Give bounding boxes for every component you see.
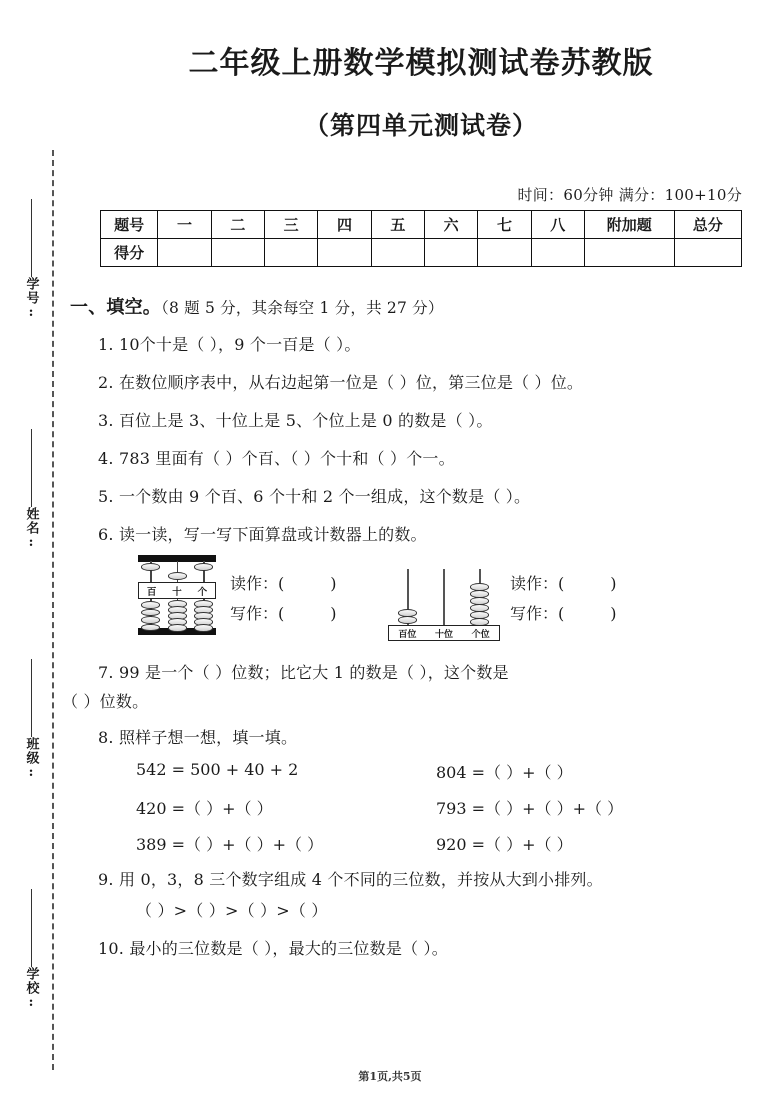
score-table-col-3: 三	[265, 211, 318, 239]
score-cell-2[interactable]	[211, 239, 264, 267]
question-7-line1: 7. 99 是一个（ ）位数；比它大 1 的数是（ ），这个数是	[98, 663, 509, 682]
counter-label-ones: 个位	[471, 629, 490, 640]
abacus-lower-bead	[194, 624, 213, 632]
close-paren: )	[330, 604, 337, 623]
margin-label-class: 班级:	[23, 737, 39, 781]
sealing-dashed-line	[52, 150, 54, 1070]
question-4: 4. 783 里面有（ ）个百、（ ）个十和（ ）个一。	[98, 449, 455, 468]
score-cell-8[interactable]	[531, 239, 584, 267]
score-table-row-label-number: 题号	[101, 211, 158, 239]
question-2: 2. 在数位顺序表中，从右边起第一位是（ ）位，第三位是（ ）位。	[98, 373, 584, 392]
equation-left: 420 =（ ）+（ ）	[136, 799, 273, 818]
counter-label-hundreds: 百位	[398, 629, 417, 640]
abacus-upper-bead-ones	[194, 563, 213, 571]
margin-field-name	[12, 425, 50, 555]
sealing-margin	[0, 0, 62, 1103]
equation-right: 804 =（ ）+（ ）	[436, 763, 573, 782]
section-note: （8 题 5 分，其余每空 1 分，共 27 分）	[161, 299, 444, 317]
score-table-col-4: 四	[318, 211, 371, 239]
question-8-text: 8. 照样子想一想，填一填。	[98, 728, 298, 747]
abacus-lower-bead	[168, 624, 187, 632]
score-cell-1[interactable]	[158, 239, 211, 267]
abacus	[138, 555, 216, 635]
counter-figure	[388, 561, 500, 641]
section-number: 一、	[70, 297, 107, 318]
read-label: 读作：(	[230, 574, 285, 593]
exam-info: 时间：60分钟 满分：100+10分	[517, 186, 742, 204]
question-6-text: 6. 读一读，写一写下面算盘或计数器上的数。	[98, 525, 427, 544]
equation-left: 389 =（ ）+（ ）+（ ）	[136, 835, 324, 854]
score-table-row-label-score: 得分	[101, 239, 158, 267]
counter-answer-lines	[510, 569, 617, 629]
counter-base	[388, 625, 500, 641]
score-cell-4[interactable]	[318, 239, 371, 267]
counter-read-line	[510, 569, 617, 599]
question-6-figures	[62, 555, 780, 647]
equation-row	[136, 760, 780, 783]
score-cell-total[interactable]	[674, 239, 741, 267]
margin-field-class	[12, 655, 50, 785]
score-table	[100, 210, 742, 267]
question-1: 1. 10个十是（ ），9 个一百是（ ）。	[98, 335, 361, 354]
margin-label-school: 学校:	[23, 967, 39, 1011]
abacus-upper-bead-tens	[168, 572, 187, 580]
margin-field-student-id	[12, 195, 50, 325]
score-cell-extra[interactable]	[584, 239, 674, 267]
score-table-col-6: 六	[424, 211, 477, 239]
score-table-col-5: 五	[371, 211, 424, 239]
abacus-answer-lines	[230, 569, 337, 629]
close-paren: )	[610, 604, 617, 623]
margin-rule	[31, 199, 32, 277]
abacus-lower-bead	[141, 616, 160, 624]
abacus-label-ones: 个	[197, 586, 208, 598]
abacus-label-tens: 十	[172, 586, 182, 598]
score-cell-5[interactable]	[371, 239, 424, 267]
table-row-header	[101, 211, 742, 239]
score-table-col-8: 八	[531, 211, 584, 239]
question-5: 5. 一个数由 9 个百、6 个十和 2 个一组成，这个数是（ ）。	[98, 487, 531, 506]
equation-right: 793 =（ ）+（ ）+（ ）	[436, 799, 624, 818]
write-label: 写作：(	[510, 604, 565, 623]
score-table-col-7: 七	[478, 211, 531, 239]
question-3: 3. 百位上是 3、十位上是 5、个位上是 0 的数是（ ）。	[98, 411, 493, 430]
question-9-text: 9. 用 0，3，8 三个数字组成 4 个不同的三位数，并按从大到小排列。	[98, 870, 603, 889]
abacus-lower-bead	[141, 609, 160, 617]
counter-bead-hundreds	[398, 616, 417, 624]
equation-right: 920 =（ ）+（ ）	[436, 835, 573, 854]
abacus-figure	[138, 555, 216, 635]
abacus-lower-bead	[141, 624, 160, 632]
margin-field-school	[12, 885, 50, 1015]
abacus-beam	[138, 582, 216, 599]
abacus-read-line	[230, 569, 337, 599]
question-10: 10. 最小的三位数是（ ），最大的三位数是（ ）。	[98, 939, 448, 958]
write-label: 写作：(	[230, 604, 285, 623]
equation-left: 542 = 500 + 40 + 2	[136, 760, 299, 779]
question-7-line2: （ ）位数。	[62, 692, 149, 711]
abacus-lower-bead	[141, 601, 160, 609]
page-footer: 第1页,共5页	[358, 1070, 422, 1083]
margin-rule	[31, 889, 32, 967]
read-label: 读作：(	[510, 574, 565, 593]
page-subtitle: （第四单元测试卷）	[303, 111, 538, 140]
margin-label-student-id: 学号:	[23, 277, 39, 321]
score-table-col-2: 二	[211, 211, 264, 239]
table-row-scores	[101, 239, 742, 267]
counter-write-line	[510, 599, 617, 629]
close-paren: )	[330, 574, 337, 593]
equation-row	[136, 832, 780, 855]
equation-row	[136, 796, 780, 819]
score-cell-3[interactable]	[265, 239, 318, 267]
section-name: 填空。	[106, 297, 162, 318]
exam-page	[62, 0, 780, 1103]
abacus-label-hundreds: 百	[146, 586, 157, 598]
score-cell-7[interactable]	[478, 239, 531, 267]
margin-rule	[31, 659, 32, 737]
question-9-compare-row: （ ）>（ ）>（ ）>（ ）	[136, 901, 328, 920]
counter-rod-tens	[443, 569, 445, 627]
section-heading	[70, 293, 780, 319]
question-8-equations	[136, 760, 780, 855]
margin-label-name: 姓名:	[23, 507, 39, 551]
page-title: 二年级上册数学模拟测试卷苏教版	[188, 46, 654, 81]
score-table-col-total: 总分	[674, 211, 741, 239]
abacus-upper-bead-hundreds	[141, 563, 160, 571]
abacus-write-line	[230, 599, 337, 629]
close-paren: )	[610, 574, 617, 593]
counter-label-tens: 十位	[434, 629, 453, 640]
score-cell-6[interactable]	[424, 239, 477, 267]
margin-rule	[31, 429, 32, 507]
score-table-col-extra: 附加题	[584, 211, 674, 239]
counter	[388, 561, 500, 641]
score-table-col-1: 一	[158, 211, 211, 239]
